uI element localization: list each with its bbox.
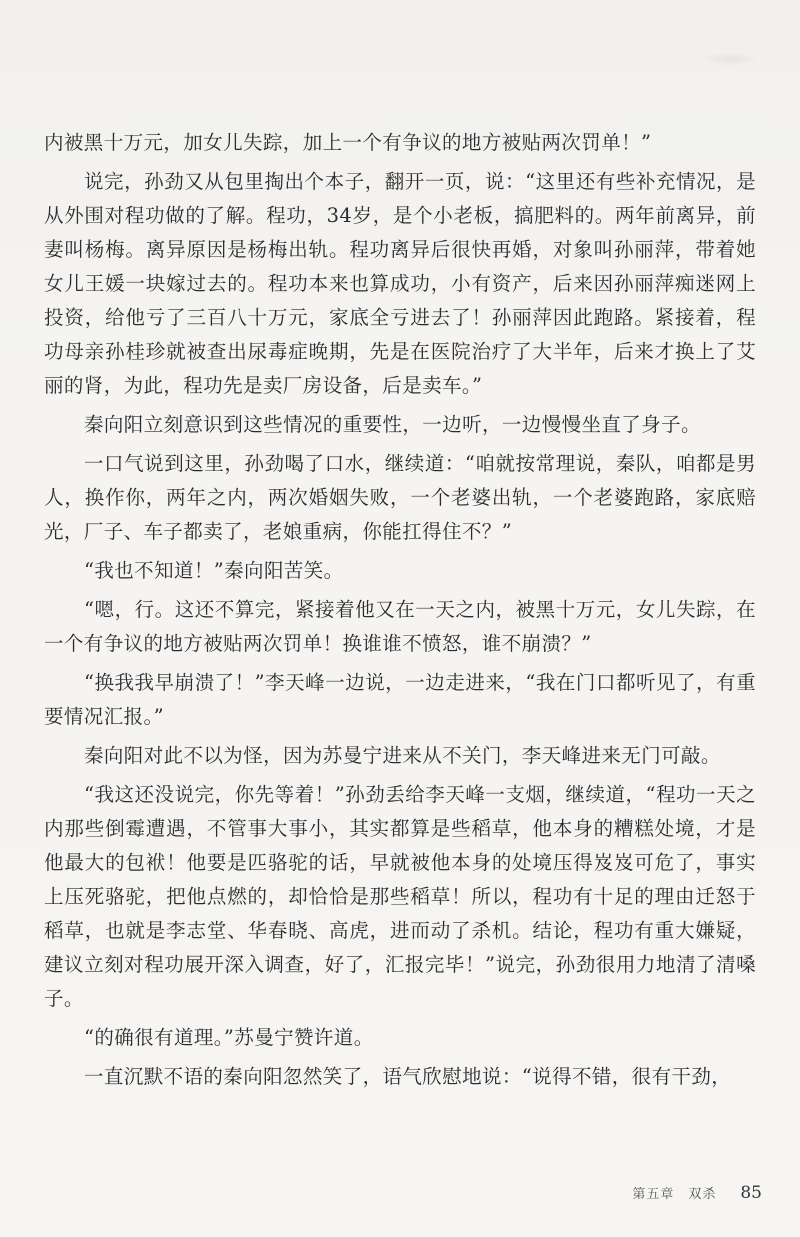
paragraph: 一直沉默不语的秦向阳忽然笑了，语气欣慰地说：“说得不错，很有干劲， (84, 1065, 732, 1088)
paragraph: “我也不知道！”秦向阳苦笑。 (84, 559, 344, 582)
running-footer-chapter: 第五章 双杀 (632, 1187, 717, 1202)
paragraph: 秦向阳对此不以为怪，因为苏曼宁进来从不关门，李天峰进来无门可敲。 (84, 744, 721, 767)
body-text (44, 126, 756, 1099)
page-number: 85 (740, 1183, 762, 1203)
paragraph: 内被黑十万元，加女儿失踪，加上一个有争议的地方被贴两次罚单！” (44, 131, 652, 154)
paragraph: “的确很有道理。”苏曼宁赞许道。 (84, 1026, 374, 1049)
paragraph: “换我我早崩溃了！”李天峰一边说，一边走进来，“我在门口都听见了，有重要情况汇报。” (44, 671, 756, 728)
paragraph: 秦向阳立刻意识到这些情况的重要性，一边听，一边慢慢坐直了身子。 (84, 413, 701, 436)
paragraph: “嗯，行。这还不算完，紧接着他又在一天之内，被黑十万元，女儿失踪，在一个有争议的地方被贴两次罚单！换谁谁不愤怒，谁不崩溃？” (44, 598, 756, 655)
page-footer (632, 1183, 762, 1203)
paragraph: 一口气说到这里，孙劲喝了口水，继续道：“咱就按常理说，秦队，咱都是男人，换作你，两年之内，两次婚姻失败，一个老婆出轨，一个老婆跑路，家底赔光，厂子、车子都卖了，老娘重病，你能扛得住不？” (44, 452, 756, 543)
paragraph: 说完，孙劲又从包里掏出个本子，翻开一页，说：“这里还有些补充情况，是从外围对程功做的了解。程功，34岁，是个小老板，搞肥料的。两年前离异，前妻叫杨梅。离异原因是杨梅出轨。程功离异后很快再婚，对象叫孙丽萍，带着她女儿王媛一块嫁过去的。程功本来也算成功，小有资产，后来因孙丽萍痴迷网上投资，给他亏了三百八十万元，家底全亏进去了！孙丽萍因此跑路。紧接着，程功母亲孙桂珍就被查出尿毒症晚期，先是在医院治疗了大半年，后来才换上了艾丽的肾，为此，程功先是卖厂房设备，后是卖车。” (44, 170, 756, 397)
scan-smudge (700, 52, 760, 66)
paragraph: “我这还没说完，你先等着！”孙劲丢给李天峰一支烟，继续道，“程功一天之内那些倒霉遭遇，不管事大事小，其实都算是些稻草，他本身的糟糕处境，才是他最大的包袱！他要是匹骆驼的话，早就被他本身的处境压得岌岌可危了，事实上压死骆驼，把他点燃的，却恰恰是那些稻草！所以，程功有十足的理由迁怒于稻草，也就是李志堂、华春晓、高虎，进而动了杀机。结论，程功有重大嫌疑，建议立刻对程功展开深入调查，好了，汇报完毕！”说完，孙劲很用力地清了清嗓子。 (44, 783, 756, 1010)
